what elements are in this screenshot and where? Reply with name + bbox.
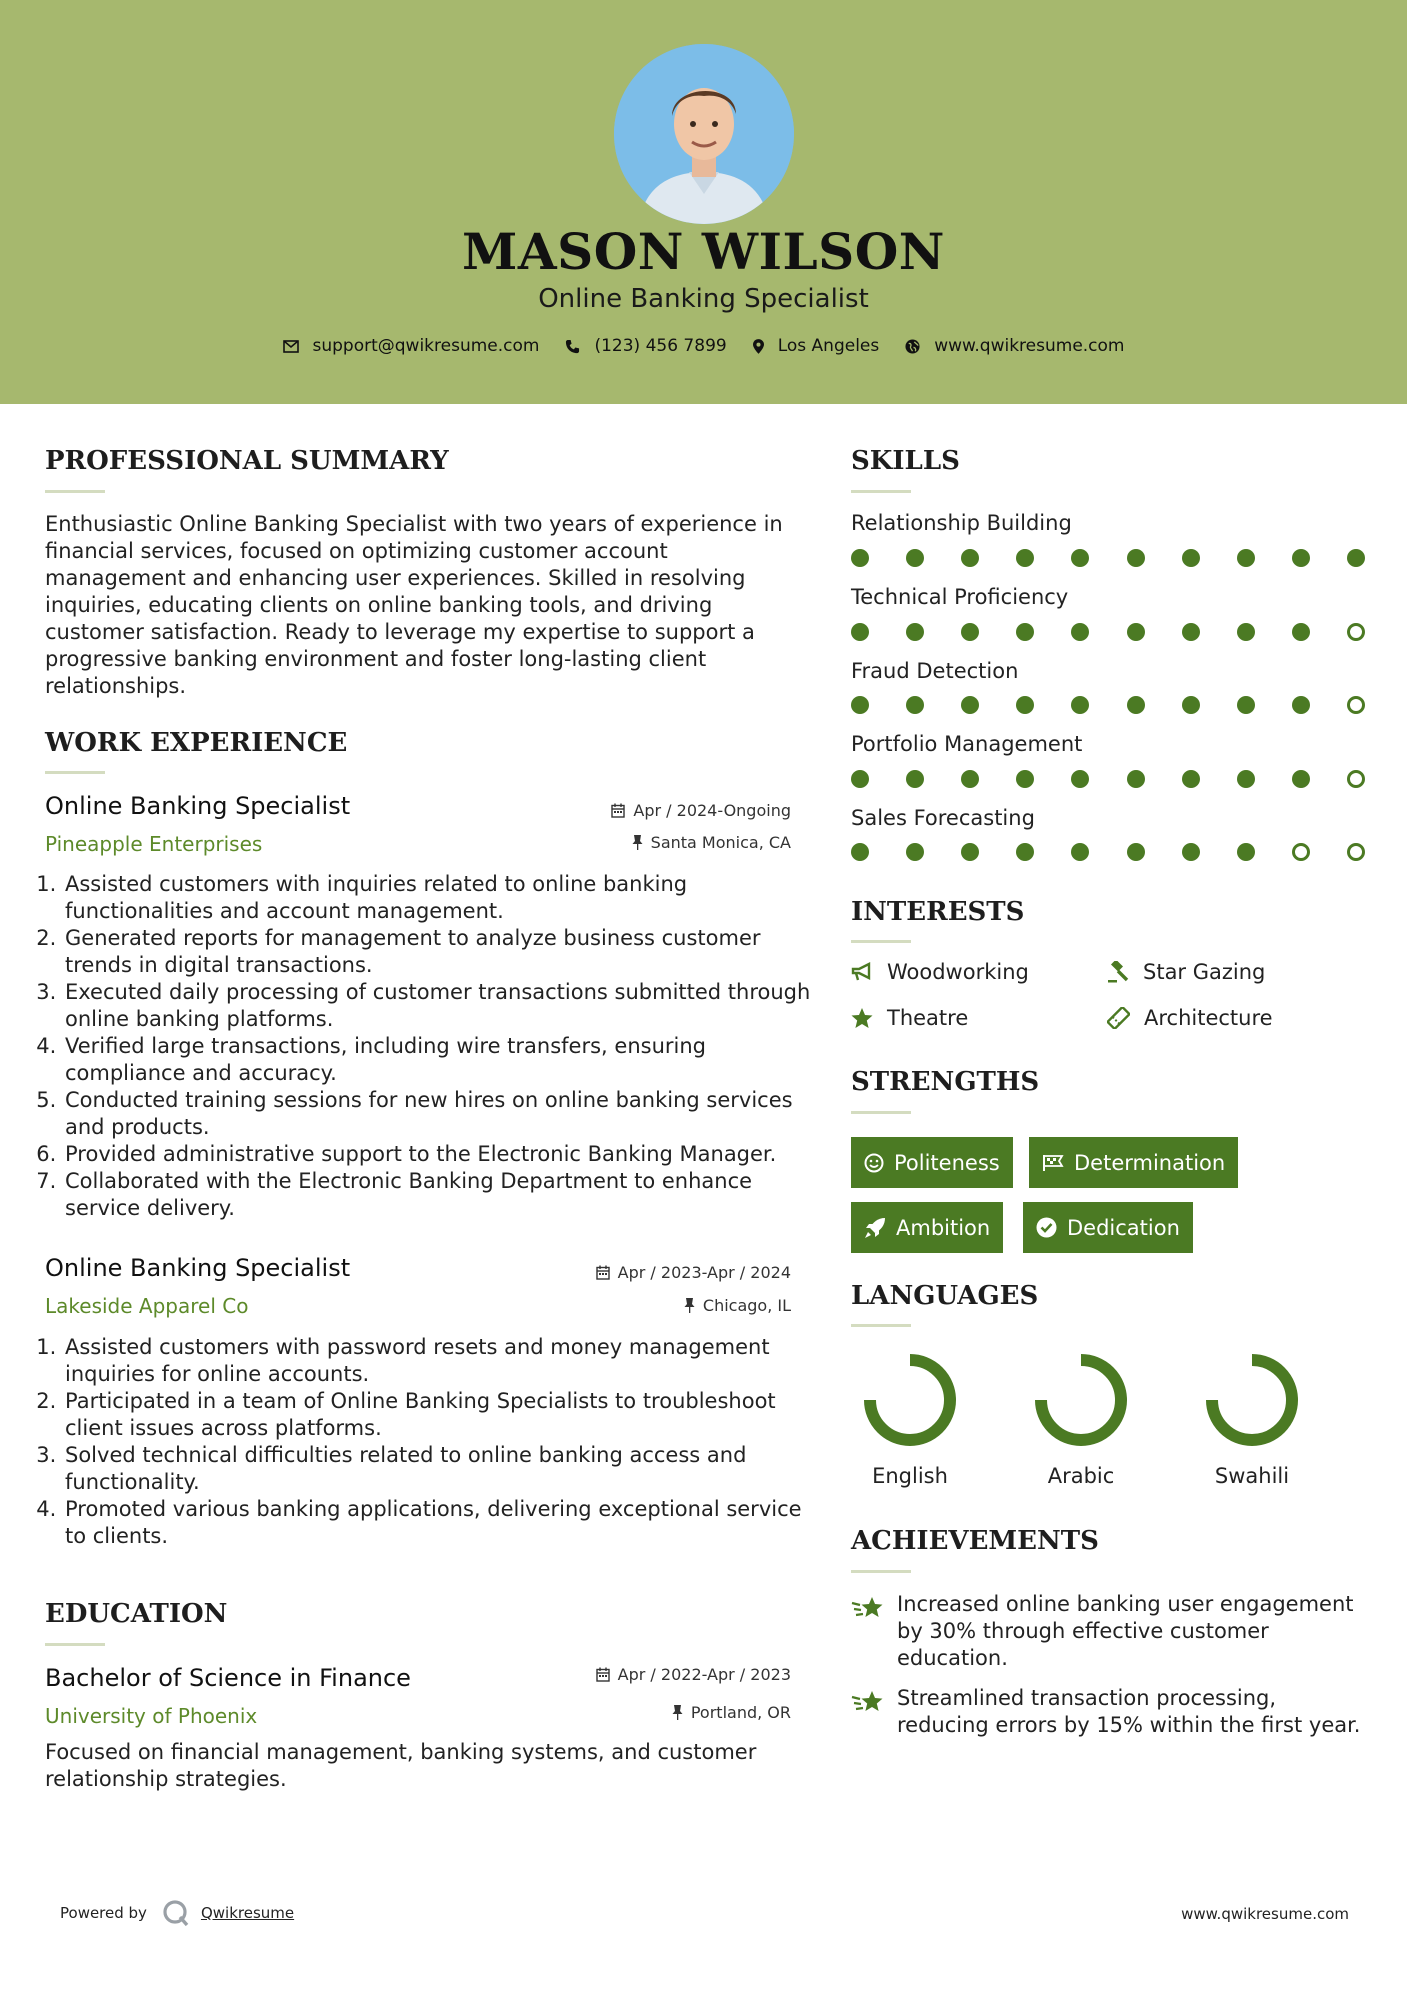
education-description: Focused on financial management, banking systems, and customer relationship strategies.: [45, 1740, 757, 1791]
language-ring-arc: [1212, 1360, 1292, 1440]
ticket-icon: [1107, 1007, 1130, 1029]
list-item: 2. Generated reports for management to analyze business customer trends in digital transactions.: [63, 925, 819, 979]
language-ring-arc: [870, 1360, 950, 1440]
skill-rating: [851, 770, 1371, 790]
pushpin-icon: [684, 1298, 695, 1313]
pushpin-icon: [672, 1705, 683, 1720]
envelope-icon: [283, 340, 299, 353]
job-date: [500, 801, 791, 820]
job-bullets: [45, 871, 819, 1222]
rating-dot-filled: [906, 549, 924, 567]
rating-dot-filled: [1237, 549, 1255, 567]
rating-dot-filled: [1016, 549, 1034, 567]
skills-underline: [851, 490, 911, 493]
rating-dot-filled: [906, 623, 924, 641]
list-item: 4. Promoted various banking applications, delivering exceptional service to clients.: [63, 1496, 819, 1550]
rating-dot-filled: [961, 623, 979, 641]
language-ring: [1031, 1350, 1131, 1450]
strength-tag: [1023, 1202, 1193, 1253]
list-item: 7. Collaborated with the Electronic Banking Department to enhance service delivery.: [63, 1168, 819, 1222]
rating-dot-filled: [1071, 843, 1089, 861]
language-label: Arabic: [1047, 1464, 1115, 1488]
skill-rating: [851, 696, 1371, 716]
rating-dot-filled: [851, 770, 869, 788]
strengths-heading: STRENGTHS: [851, 1067, 1040, 1097]
rating-dot-filled: [1347, 549, 1365, 567]
education-date-text: Apr / 2022-Apr / 2023: [617, 1665, 791, 1684]
education-underline: [45, 1643, 105, 1646]
language-label: English: [872, 1464, 948, 1488]
skill-rating: [851, 843, 1371, 863]
skill-rating: [851, 549, 1371, 569]
rating-dot-filled: [1237, 843, 1255, 861]
achievements-heading: ACHIEVEMENTS: [851, 1526, 1099, 1556]
rating-dot-filled: [1016, 843, 1034, 861]
contact-location: [753, 336, 880, 356]
list-item: 5. Conducted training sessions for new hires on online banking services and products.: [63, 1087, 819, 1141]
contact-email[interactable]: [283, 336, 540, 356]
strength-tag: [851, 1202, 1003, 1253]
skill-label: Relationship Building: [851, 511, 1072, 535]
rating-dot-empty: [1347, 843, 1365, 861]
phone-text: (123) 456 7899: [594, 336, 727, 356]
achievement-text: Streamlined transaction processing, reducing errors by 15% within the first year.: [897, 1686, 1361, 1737]
strength-label: Determination: [1074, 1150, 1226, 1175]
interests-underline: [851, 940, 911, 943]
rating-dot-filled: [906, 843, 924, 861]
calendar-icon: [611, 803, 625, 818]
skill-label: Technical Proficiency: [851, 585, 1069, 609]
rating-dot-filled: [1292, 696, 1310, 714]
smile-icon: [864, 1153, 884, 1173]
interest-label: Architecture: [1144, 1006, 1273, 1030]
email-text: support@qwikresume.com: [312, 336, 540, 356]
languages-underline: [851, 1324, 911, 1327]
rating-dot-filled: [961, 843, 979, 861]
skill-label: Sales Forecasting: [851, 806, 1035, 830]
rating-dot-filled: [1237, 623, 1255, 641]
rating-dot-filled: [906, 770, 924, 788]
rating-dot-filled: [961, 770, 979, 788]
rating-dot-filled: [1292, 623, 1310, 641]
job-date-text: Apr / 2023-Apr / 2024: [617, 1263, 791, 1282]
rating-dot-empty: [1347, 623, 1365, 641]
check-circle-icon: [1036, 1217, 1057, 1238]
job-location-text: Santa Monica, CA: [650, 833, 791, 852]
achievement-item: [851, 1591, 1371, 1672]
strengths-underline: [851, 1111, 911, 1114]
flag-icon: [1042, 1154, 1064, 1172]
languages-heading: LANGUAGES: [851, 1281, 1039, 1311]
education-location: [500, 1703, 791, 1722]
phone-icon: [565, 339, 580, 354]
job-bullets: [45, 1334, 819, 1550]
interests-heading: INTERESTS: [851, 897, 1025, 927]
school-name: University of Phoenix: [45, 1704, 258, 1728]
interest-item: [851, 960, 1029, 984]
rating-dot-filled: [851, 843, 869, 861]
strength-label: Dedication: [1067, 1215, 1180, 1240]
rating-dot-filled: [1127, 549, 1145, 567]
shooting-star-icon: [851, 1689, 885, 1715]
language-item: [830, 1350, 990, 1488]
rating-dot-filled: [1016, 696, 1034, 714]
calendar-icon: [596, 1667, 610, 1682]
interest-label: Star Gazing: [1143, 960, 1266, 984]
location-text: Los Angeles: [777, 336, 880, 356]
rating-dot-filled: [851, 549, 869, 567]
rating-dot-filled: [961, 549, 979, 567]
rating-dot-filled: [906, 696, 924, 714]
language-item: [1001, 1350, 1161, 1488]
language-item: [1172, 1350, 1332, 1488]
interest-item: [1107, 960, 1265, 984]
language-ring-arc: [1041, 1360, 1121, 1440]
rating-dot-empty: [1347, 770, 1365, 788]
resume-header: [0, 0, 1407, 404]
person-avatar-icon: [614, 44, 794, 224]
rating-dot-filled: [1292, 770, 1310, 788]
rating-dot-filled: [1237, 696, 1255, 714]
rating-dot-filled: [1292, 549, 1310, 567]
job-date: [500, 1263, 791, 1282]
achievement-text: Increased online banking user engagement by 30% through effective customer education.: [897, 1592, 1354, 1670]
contact-website[interactable]: [905, 336, 1124, 356]
rating-dot-filled: [1182, 843, 1200, 861]
rating-dot-empty: [1292, 843, 1310, 861]
strength-tag: [1029, 1137, 1238, 1188]
rating-dot-filled: [1071, 696, 1089, 714]
list-item: 4. Verified large transactions, including wire transfers, ensuring compliance and accuracy.: [63, 1033, 819, 1087]
summary-underline: [45, 490, 105, 493]
language-ring: [860, 1350, 960, 1450]
strength-tag: [851, 1137, 1013, 1188]
rating-dot-filled: [1016, 623, 1034, 641]
job-location-text: Chicago, IL: [702, 1296, 791, 1315]
rating-dot-filled: [851, 696, 869, 714]
summary-heading: PROFESSIONAL SUMMARY: [45, 446, 449, 476]
rating-dot-filled: [1127, 696, 1145, 714]
experience-underline: [45, 771, 105, 774]
interest-label: Woodworking: [887, 960, 1029, 984]
list-item: 3. Executed daily processing of customer transactions submitted through online banking platforms.: [63, 979, 819, 1033]
strength-label: Ambition: [896, 1215, 991, 1240]
rating-dot-filled: [851, 623, 869, 641]
job-location: [500, 1296, 791, 1315]
language-ring: [1202, 1350, 1302, 1450]
list-item: 1. Assisted customers with password resets and money management inquiries for online accounts.: [63, 1334, 819, 1388]
list-item: 3. Solved technical difficulties related to online banking access and functionality.: [63, 1442, 819, 1496]
achievement-item: [851, 1685, 1371, 1739]
education-heading: EDUCATION: [45, 1599, 228, 1629]
rating-dot-filled: [1071, 549, 1089, 567]
website-text: www.qwikresume.com: [934, 336, 1125, 356]
map-pin-icon: [753, 339, 764, 354]
rating-dot-filled: [1127, 843, 1145, 861]
star-icon: [851, 1008, 873, 1029]
skill-label: Fraud Detection: [851, 659, 1019, 683]
pushpin-icon: [632, 835, 643, 850]
rating-dot-empty: [1347, 696, 1365, 714]
rating-dot-filled: [1071, 770, 1089, 788]
list-item: 1. Assisted customers with inquiries related to online banking functionalities and account management.: [63, 871, 819, 925]
candidate-title: Online Banking Specialist: [538, 284, 869, 314]
degree-title: Bachelor of Science in Finance: [45, 1664, 411, 1692]
rating-dot-filled: [1127, 770, 1145, 788]
contact-bar: [0, 336, 1407, 356]
candidate-name: MASON WILSON: [462, 222, 945, 281]
list-item: 6. Provided administrative support to the Electronic Banking Manager.: [63, 1141, 819, 1168]
megaphone-icon: [851, 962, 873, 982]
experience-heading: WORK EXPERIENCE: [45, 728, 348, 758]
rating-dot-filled: [961, 696, 979, 714]
footer-powered-by: [60, 1898, 294, 1928]
strength-label: Politeness: [894, 1150, 1000, 1175]
calendar-icon: [596, 1265, 610, 1280]
list-item: 2. Participated in a team of Online Banking Specialists to troubleshoot client issues across platforms.: [63, 1388, 819, 1442]
skill-rating: [851, 623, 1371, 643]
rating-dot-filled: [1071, 623, 1089, 641]
job-company: Pineapple Enterprises: [45, 832, 263, 856]
job-title: Online Banking Specialist: [45, 792, 351, 820]
education-location-text: Portland, OR: [690, 1703, 791, 1722]
shooting-star-icon: [851, 1595, 885, 1621]
achievements-underline: [851, 1570, 911, 1573]
powered-by-text: Powered by: [60, 1904, 147, 1922]
rating-dot-filled: [1182, 623, 1200, 641]
globe-icon: [905, 339, 920, 354]
contact-phone[interactable]: [565, 336, 726, 356]
rating-dot-filled: [1182, 770, 1200, 788]
job-location: [500, 833, 791, 852]
brand-link[interactable]: Qwikresume: [200, 1904, 295, 1922]
interest-item: [851, 1006, 968, 1030]
job-company: Lakeside Apparel Co: [45, 1294, 249, 1318]
gavel-icon: [1107, 961, 1129, 983]
qwikresume-logo-icon: [161, 1898, 191, 1928]
rocket-icon: [864, 1217, 886, 1239]
skills-heading: SKILLS: [851, 446, 960, 476]
interest-label: Theatre: [887, 1006, 969, 1030]
interest-item: [1107, 1006, 1273, 1030]
rating-dot-filled: [1016, 770, 1034, 788]
job-date-text: Apr / 2024-Ongoing: [633, 801, 791, 820]
rating-dot-filled: [1182, 549, 1200, 567]
skill-label: Portfolio Management: [851, 732, 1083, 756]
rating-dot-filled: [1182, 696, 1200, 714]
education-date: [500, 1665, 791, 1684]
footer-website[interactable]: www.qwikresume.com: [1181, 1905, 1349, 1923]
rating-dot-filled: [1127, 623, 1145, 641]
rating-dot-filled: [1237, 770, 1255, 788]
summary-text: Enthusiastic Online Banking Specialist with two years of experience in financial services, focused on optimizing customer account management and enhancing user experiences. Skilled in resolving inquiries, educating clients on online banking tools, and driving customer satisfaction. Ready to leverage my expertise to support a progressive banking environment and foster long-lasting client relationships.: [45, 512, 783, 698]
job-title: Online Banking Specialist: [45, 1254, 351, 1282]
profile-photo: [614, 44, 794, 224]
language-label: Swahili: [1214, 1464, 1290, 1488]
